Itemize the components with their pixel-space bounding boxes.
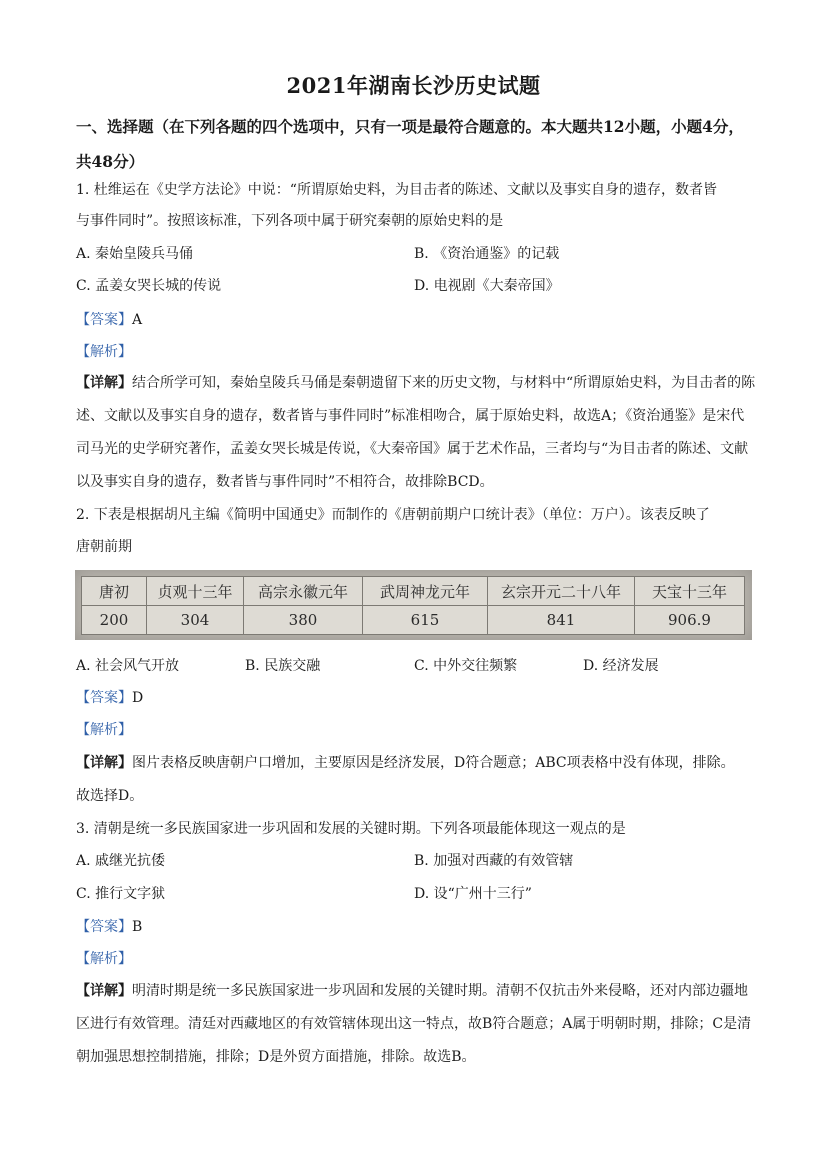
- q1-option-c: C. 孟姜女哭长城的传说: [76, 278, 222, 294]
- q3-option-d: D. 设“广州十三行”: [414, 886, 532, 902]
- table-cell: 304: [147, 606, 244, 635]
- table-cell: 武周神龙元年: [363, 577, 488, 606]
- q2-detail-text: 图片表格反映唐朝户口增加，主要原因是经济发展，D符合题意；ABC项表格中没有体现，排除。: [132, 755, 735, 771]
- q1-option-b: B. 《资治通鉴》的记载: [414, 246, 560, 262]
- q1-detail: [76, 367, 756, 499]
- analysis-tag: 【解析】: [76, 951, 132, 967]
- analysis-tag: 【解析】: [76, 344, 132, 360]
- q1-answer: [76, 310, 756, 330]
- q2-answer: [76, 688, 756, 708]
- q2-stem-line-1: 2. 下表是根据胡凡主编《简明中国通史》而制作的《唐朝前期户口统计表》（单位：万户）。该表反映了: [76, 507, 710, 523]
- q2-option-c: C. 中外交往频繁: [414, 658, 518, 674]
- table-cell: 高宗永徽元年: [244, 577, 363, 606]
- analysis-tag: 【解析】: [76, 722, 132, 738]
- q1-analysis: [76, 342, 756, 362]
- table-cell: 贞观十三年: [147, 577, 244, 606]
- q3-option-b: B. 加强对西藏的有效管辖: [414, 853, 574, 869]
- table-cell: 玄宗开元二十八年: [488, 577, 635, 606]
- q2-stem-line-2: 唐朝前期: [76, 539, 132, 555]
- detail-tag: 【详解】: [76, 983, 132, 999]
- q3-option-c: C. 推行文字狱: [76, 886, 166, 902]
- table-header-row: [82, 577, 745, 606]
- q2-option-d: D. 经济发展: [583, 658, 659, 674]
- household-table: [81, 576, 745, 635]
- table-row: [82, 606, 745, 635]
- q3-analysis: [76, 949, 756, 969]
- q3-stem: 3. 清朝是统一多民族国家进一步巩固和发展的关键时期。下列各项最能体现这一观点的是: [76, 821, 626, 837]
- table-cell: 906.9: [635, 606, 745, 635]
- q3-answer: [76, 917, 756, 937]
- q1-stem-line-2: 与事件同时”。按照该标准，下列各项中属于研究秦朝的原始史料的是: [76, 213, 504, 229]
- q1-answer-value: A: [132, 312, 143, 328]
- q2-option-b: B. 民族交融: [245, 658, 321, 674]
- detail-tag: 【详解】: [76, 755, 132, 771]
- q2-answer-value: D: [132, 690, 144, 706]
- table-cell: 841: [488, 606, 635, 635]
- q3-detail: [76, 975, 756, 1074]
- household-table-photo: [75, 570, 752, 640]
- q1-option-a: A. 秦始皇陵兵马俑: [76, 246, 194, 262]
- table-cell: 380: [244, 606, 363, 635]
- q1-detail-text: 结合所学可知，秦始皇陵兵马俑是秦朝遗留下来的历史文物，与材料中“所谓原始史料，为目击者的陈述、文献以及事实自身的遗存，数者皆与事件同时”标准相吻合，属于原始史料，故选A；《资治通鉴》是宋代司马光的史学研究著作，孟姜女哭长城是传说，《大秦帝国》属于艺术作品，三者均与“为目击者的陈述、文献以及事实自身的遗存，数者皆与事件同时”不相符合，故排除BCD。: [76, 375, 756, 490]
- table-cell: 唐初: [82, 577, 147, 606]
- detail-tag: 【详解】: [76, 375, 132, 391]
- answer-tag: 【答案】: [76, 312, 132, 328]
- page-title: 2021年湖南长沙历史试题: [286, 73, 541, 98]
- table-cell: 200: [82, 606, 147, 635]
- q2-option-a: A. 社会风气开放: [76, 658, 180, 674]
- q3-answer-value: B: [132, 919, 143, 935]
- q2-detail-line-2: 故选择D。: [76, 788, 144, 804]
- section-heading: 一、选择题（在下列各题的四个选项中，只有一项是最符合题意的。本大题共12小题，小题4分，共48分）: [76, 117, 744, 171]
- q1-option-d: D. 电视剧《大秦帝国》: [414, 278, 560, 294]
- answer-tag: 【答案】: [76, 919, 132, 935]
- q3-option-a: A. 戚继光抗倭: [76, 853, 166, 869]
- q3-detail-text: 明清时期是统一多民族国家进一步巩固和发展的关键时期。清朝不仅抗击外来侵略，还对内部边疆地区进行有效管理。清廷对西藏地区的有效管辖体现出这一特点，故B符合题意；A属于明朝时期，排除；C是清朝加强思想控制措施，排除；D是外贸方面措施，排除。故选B。: [76, 983, 752, 1065]
- table-cell: 天宝十三年: [635, 577, 745, 606]
- q1-stem-line-1: 1. 杜维运在《史学方法论》中说：“所谓原始史料，为目击者的陈述、文献以及事实自身的遗存，数者皆: [76, 182, 717, 198]
- answer-tag: 【答案】: [76, 690, 132, 706]
- q2-analysis: [76, 720, 756, 740]
- table-cell: 615: [363, 606, 488, 635]
- q2-detail: [76, 753, 756, 773]
